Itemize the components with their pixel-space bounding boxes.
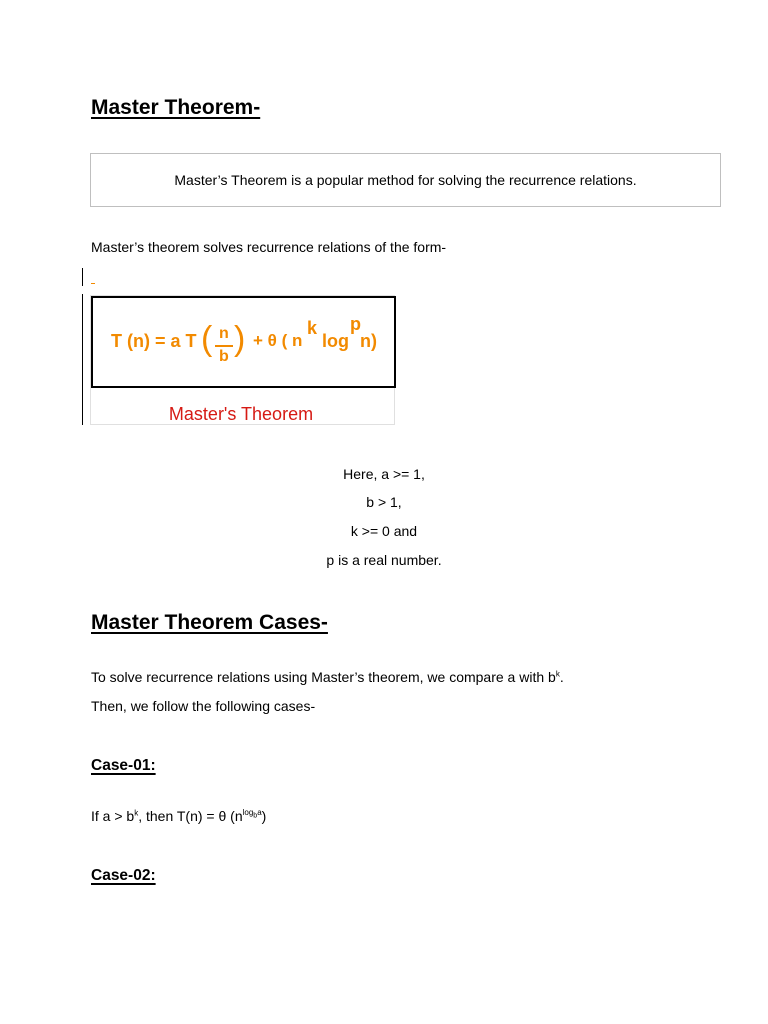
fraction-numerator: n [219,325,229,342]
formula-box [91,296,396,388]
case-01-exponent [242,808,262,820]
case-01-text [91,808,266,824]
formula-exponent-k: k [307,318,318,338]
paren-left: ( [201,320,213,358]
condition-line: k >= 0 and [350,523,418,539]
image-left-border [82,294,83,425]
formula-rhs-end: n) [360,331,377,351]
case-01-text-b: , then T(n) = θ (n [138,808,243,824]
definition-callout [90,153,721,207]
condition-line: Here, a >= 1, [343,466,425,482]
fraction-denominator: b [219,348,229,365]
condition-line: p is a real number. [326,552,442,568]
case-01-heading: Case-01: [91,757,156,774]
case-01-log: log [242,808,254,818]
formula-lhs: T (n) = a T [111,331,197,351]
text-cursor [82,268,83,286]
case-01-log-arg: a [257,808,262,818]
case-01-exponent-k: k [134,808,139,818]
condition-line: b > 1, [366,494,402,510]
follow-text: Then, we follow the following cases- [91,698,316,714]
definition-text: Master’s Theorem is a popular method for solving the recurrence relations. [174,172,637,188]
page-title: Master Theorem- [91,96,261,119]
fraction-bar [215,345,233,347]
formula-image [90,295,395,425]
case-01-text-c: ) [261,808,267,824]
section-heading-cases: Master Theorem Cases- [91,611,328,634]
formula-log: log [322,331,349,351]
figure-caption: Master's Theorem [168,404,314,424]
case-01-log-base: b [253,812,258,820]
compare-exponent: k [555,669,560,679]
intro-text: Master’s theorem solves recurrence relations of the form- [91,239,447,255]
orange-mark [91,283,95,284]
formula-theta-part: + θ ( n [253,331,303,350]
paren-right: ) [234,320,246,358]
case-02-heading: Case-02: [91,867,156,884]
compare-text [91,669,564,685]
case-01-text-a: If a > b [91,808,135,824]
compare-text-main: To solve recurrence relations using Master’s theorem, we compare a with b [91,669,556,685]
compare-end: . [559,669,564,685]
formula-exponent-p: p [350,314,361,334]
